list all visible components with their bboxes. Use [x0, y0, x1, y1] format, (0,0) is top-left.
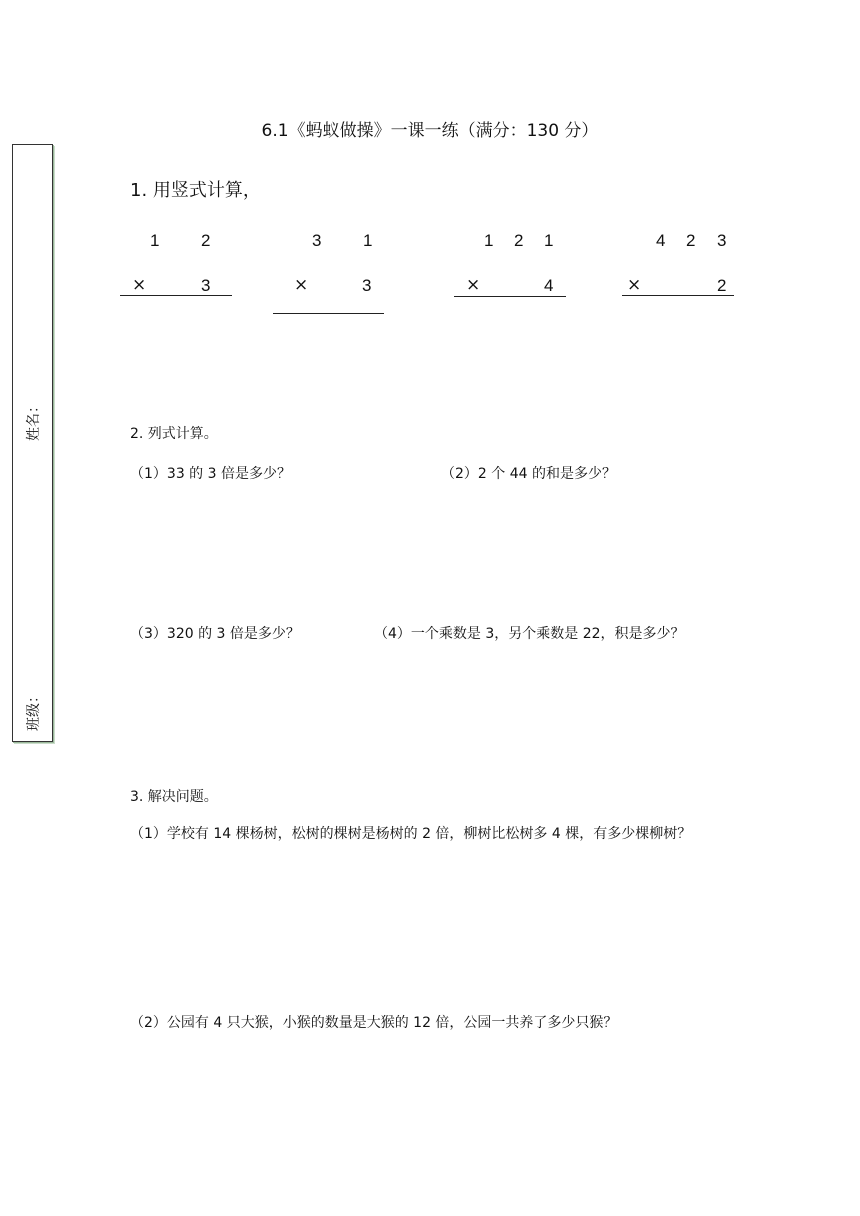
question-3-2: （2）公园有 4 只大猴，小猴的数量是大猴的 12 倍，公园一共养了多少只猴？ — [130, 1015, 618, 1031]
multiplicand-digit: 1 — [484, 231, 494, 250]
section2-heading: 2. 列式计算。 — [130, 426, 218, 442]
underline — [454, 296, 566, 297]
question-2-2: （2）2 个 44 的和是多少？ — [441, 466, 616, 482]
multiplicand-digit: 3 — [312, 231, 322, 250]
times-sign: × — [627, 275, 642, 295]
binding-margin-box — [12, 144, 53, 742]
times-sign: × — [132, 275, 147, 295]
times-sign: × — [466, 275, 481, 295]
underline — [273, 313, 384, 314]
question-2-4: （4）一个乘数是 3，另个乘数是 22，积是多少？ — [374, 626, 685, 642]
multiplicand-digit: 2 — [201, 231, 211, 250]
section1-heading: 1. 用竖式计算， — [130, 180, 261, 201]
multiplicand-digit: 1 — [544, 231, 554, 250]
question-3-1: （1）学校有 14 棵杨树，松树的棵树是杨树的 2 倍，柳树比松树多 4 棵，有多少棵柳树？ — [130, 826, 692, 842]
page-title: 6.1《蚂蚁做操》一课一练（满分：130 分） — [261, 121, 599, 141]
multiplicand-digit: 1 — [150, 231, 160, 250]
multiplier-digit: 3 — [201, 276, 211, 295]
underline — [622, 295, 734, 296]
multiplicand-digit: 3 — [717, 231, 727, 250]
class-label: 班级： — [26, 689, 42, 731]
underline — [120, 295, 232, 296]
name-label: 姓名： — [26, 399, 42, 441]
multiplicand-digit: 2 — [686, 231, 696, 250]
multiplicand-digit: 4 — [656, 231, 666, 250]
question-2-1: （1）33 的 3 倍是多少？ — [130, 466, 291, 482]
question-2-3: （3）320 的 3 倍是多少？ — [130, 626, 300, 642]
multiplier-digit: 2 — [717, 276, 727, 295]
multiplier-digit: 3 — [362, 276, 372, 295]
times-sign: × — [294, 275, 309, 295]
multiplier-digit: 4 — [544, 276, 554, 295]
section3-heading: 3. 解决问题。 — [130, 789, 218, 805]
multiplicand-digit: 1 — [363, 231, 373, 250]
multiplicand-digit: 2 — [514, 231, 524, 250]
